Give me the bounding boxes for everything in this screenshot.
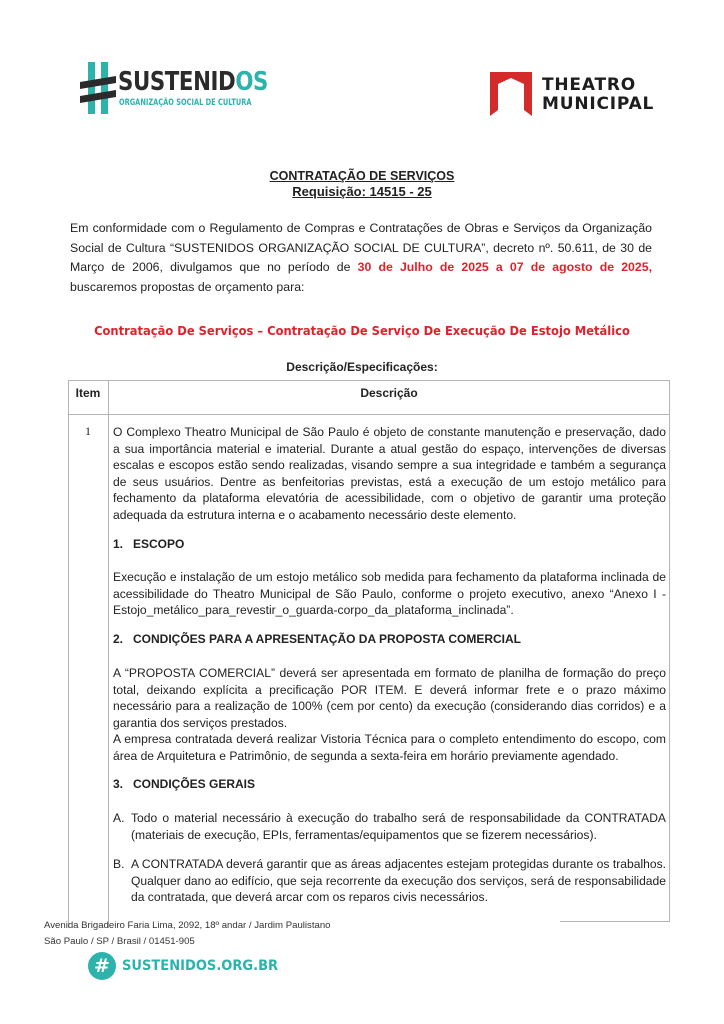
sustenidos-wordmark: SUSTENIDOS (118, 67, 268, 97)
footer-address: Avenida Brigadeiro Faria Lima, 2092, 18º andar / Jardim Paulistano São Paulo / SP / Brasil / 01451-905 (44, 920, 331, 947)
sustenidos-subtitle: ORGANIZAÇÃO SOCIAL DE CULTURA (119, 98, 252, 108)
theatro-municipal-logo (490, 72, 660, 120)
table-left-border (68, 380, 69, 928)
list-item-b: B. A CONTRATADA deverá garantir que as áreas adjacentes estejam protegidas durante os trabalhos. Qualquer dano ao edifício, que seja recorrente da execução dos serviços, será de responsabilidade da contratada, que deverá arcar com os reparos civis necessários. (113, 857, 666, 905)
sustenidos-logo (80, 62, 268, 118)
section-heading-proposta: 2. CONDIÇÕES PARA A APRESENTAÇÃO DA PROPOSTA COMERCIAL (113, 632, 522, 646)
table-bottom-edge (560, 921, 670, 922)
service-subject: Contratação De Serviços – Contratação De Serviço De Execução De Estojo Metálico (94, 323, 630, 338)
hashtag-circle-icon: # (88, 952, 116, 980)
table-right-border (669, 380, 670, 922)
table-header-divider (68, 414, 670, 415)
section-text-escopo: Execução e instalação de um estojo metálico sob medida para fechamento da plataforma inclinada de acessibilidade do Theatro Municipal de São Paulo, conforme o projeto executivo, anexo “Anexo I - Estojo_metálico_para_revestir_o_guarda-corpo_da_plataforma_inclinada”. (113, 570, 666, 618)
item-number: 1 (85, 424, 91, 438)
section-text-proposta: A “PROPOSTA COMERCIAL” deverá ser apresentada em formato de planilha de formação do preço total, deixando explícita a precificação POR ITEM. E deverá informar frete e o prazo máximo necessário para a realização de 100% (cem por cento) da execução (considerando dias corridos) e a garantia dos serviços prestados. A empresa contratada deverá realizar Vistoria Técnica para o completo entendimento do escopo, com área de Arquitetura e Patrimônio, de segunda a sexta-feira em horário previamente agendado. (113, 666, 666, 763)
document-title: CONTRATAÇÃO DE SERVIÇOS (269, 169, 455, 183)
section-heading-condicoes-gerais: 3. CONDIÇÕES GERAIS (113, 777, 256, 791)
theatro-wordmark: THEATRO MUNICIPAL (542, 75, 655, 114)
hashtag-icon (80, 62, 116, 114)
theatro-arch-icon (490, 72, 532, 116)
column-header-item: Item (75, 386, 101, 400)
specifications-heading: Descrição/Especificações: (286, 360, 438, 374)
intro-paragraph: Em conformidade com o Regulamento de Compras e Contratações de Obras e Serviços da Organização Social de Cultura “SUSTENIDOS ORGANIZAÇÃO SOCIAL DE CULTURA”, decreto nº. 50.611, de 30 de Março de 2006, divulgamos que no período de 30 de Julho de 2025 a 07 de agosto de 2025, buscaremos propostas de orçamento para: (70, 221, 652, 294)
item-intro-text: O Complexo Theatro Municipal de São Paulo é objeto de constante manutenção e preservação, dado a sua importância material e imaterial. Durante a atual gestão do espaço, intervenções de diversas escalas e escopos estão sendo realizadas, visando sempre a sua integridade e também a segurança de seus usuários. Dentre as benfeitorias previstas, está a execução de um estojo metálico para fechamento da plataforma elevatória de acessibilidade, com o objetivo de garantir uma proteção adequada da estrutura interna e o acabamento necessário deste elemento. (113, 425, 666, 522)
table-top-border (68, 380, 670, 381)
column-header-description: Descrição (360, 386, 418, 400)
section-heading-escopo: 1. ESCOPO (113, 537, 185, 551)
website-link[interactable]: SUSTENIDOS.ORG.BR (122, 958, 279, 974)
requisition-number: Requisição: 14515 - 25 (292, 184, 432, 199)
list-item-a: A. Todo o material necessário à execução do trabalho será de responsabilidade da CONTRATADA (materiais de execução, EPIs, ferramentas/equipamentos que se fizerem necessários). (113, 811, 666, 842)
period-highlight: 30 de Julho de 2025 a 07 de agosto de 2025, (357, 260, 652, 274)
table-column-divider (108, 380, 109, 928)
